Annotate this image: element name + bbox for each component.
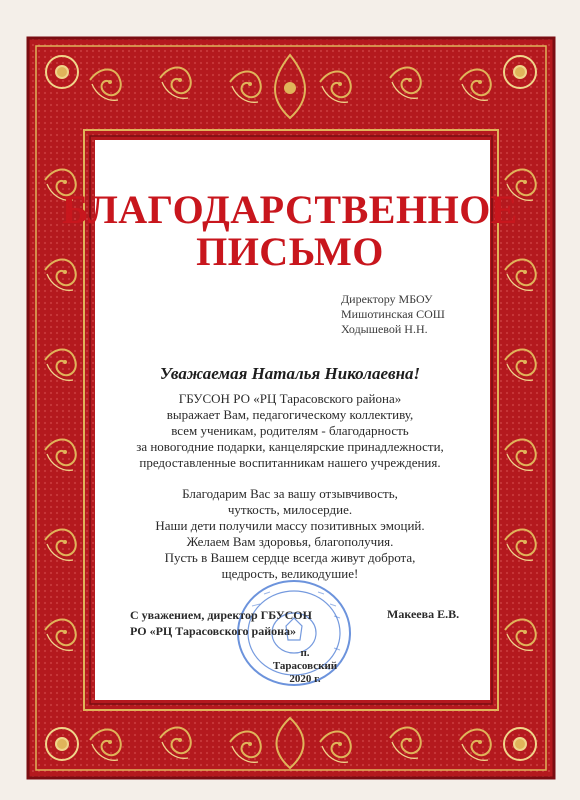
addressee-line: Директору МБОУ (341, 292, 433, 306)
paragraph-line: предоставленные воспитанникам нашего учреждения. (139, 455, 441, 470)
place-and-year (270, 647, 340, 686)
paragraph-line: за новогодние подарки, канцелярские принадлежности, (136, 439, 444, 454)
year: 2020 г. (289, 673, 321, 685)
signature-name: Макеева Е.В. (387, 607, 460, 621)
letter-title-line2: ПИСЬМО (196, 229, 384, 274)
paragraph-wishes (0, 486, 580, 582)
paragraph-gratitude (0, 391, 580, 471)
letter-title-line1: БЛАГОДАРСТВЕННОЕ (62, 187, 518, 232)
place: п. Тарасовский (272, 647, 338, 672)
paragraph-line: Наши дети получили массу позитивных эмоций. (155, 518, 425, 533)
paragraph-line: щедрость, великодушие! (221, 566, 359, 581)
paragraph-line: всем ученикам, родителям - благодарность (171, 423, 409, 438)
addressee-block (341, 292, 445, 337)
signature-left (130, 607, 312, 639)
paragraph-line: Благодарим Вас за вашу отзывчивость, (182, 486, 398, 501)
paragraph-line: ГБУСОН РО «РЦ Тарасовского района» (178, 391, 402, 406)
paragraph-line: чуткость, милосердие. (227, 502, 353, 517)
greeting: Уважаемая Наталья Николаевна! (159, 364, 421, 383)
addressee-line: Ходышевой Н.Н. (341, 322, 428, 336)
addressee-line: Мишотинская СОШ (341, 307, 445, 321)
signature-line: С уважением, директор ГБУСОН (130, 608, 312, 622)
paragraph-line: Желаем Вам здоровья, благополучия. (186, 534, 394, 549)
paragraph-line: Пусть в Вашем сердце всегда живут доброта, (164, 550, 416, 565)
paragraph-line: выражает Вам, педагогическому коллективу, (166, 407, 414, 422)
signature-line: РО «РЦ Тарасовского района» (130, 624, 297, 638)
